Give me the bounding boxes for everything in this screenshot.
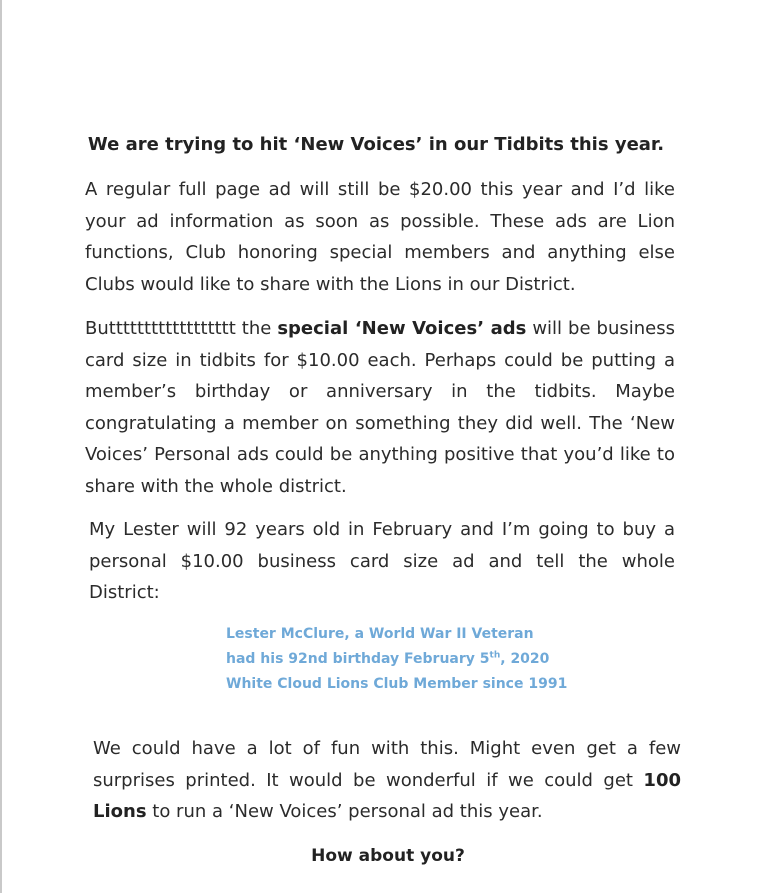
paragraph-new-voices-ads: [85, 313, 675, 502]
paragraph-fun-rest: to run a ‘New Voices’ personal ad this year.: [146, 801, 543, 822]
paragraph-fun: [93, 733, 681, 828]
closing-question: How about you?: [311, 846, 465, 866]
paragraph-fun-bold: 100 Lions: [93, 769, 681, 822]
sample-ad-line-1: Lester McClure, a World War II Veteran: [226, 626, 534, 642]
paragraph-new-voices-rest: will be business card size in tidbits for $10.00 each. Perhaps could be putting a member’s birthday or anniversary in the tidbits. Maybe congratulating a member on something they did well. The ‘New Voices’ Personal ads could be anything positive that you’d like to share with the whole district.: [85, 318, 675, 497]
paragraph-new-voices-intro: Butttttttttttttttttt the: [85, 318, 278, 339]
sample-ad-line-2-year: , 2020: [500, 651, 550, 667]
paragraph-new-voices-bold: special ‘New Voices’ ads: [277, 318, 527, 339]
paragraph-full-page-ad: A regular full page ad will still be $20.00 this year and I’d like your ad information as soon as possible. These ads are Lion functions, Club honoring special members and anything else Clubs would like to share with the Lions in our District.: [85, 179, 675, 295]
sample-ad-line-3: White Cloud Lions Club Member since 1991: [226, 676, 568, 692]
sample-ad-line-2: [226, 647, 586, 672]
sample-ad-line-2-suffix: th: [489, 650, 501, 661]
sample-ad-line-2-text: had his 92nd birthday February 5: [226, 651, 490, 667]
sample-personal-ad: [226, 622, 586, 697]
paragraph-lester: My Lester will 92 years old in February and I’m going to buy a personal $10.00 business card size ad and tell the whole District:: [89, 519, 675, 603]
paragraph-fun-intro: We could have a lot of fun with this. Might even get a few surprises printed. It would be wonderful if we could get: [93, 738, 681, 791]
document-heading: We are trying to hit ‘New Voices’ in our Tidbits this year.: [87, 134, 665, 155]
